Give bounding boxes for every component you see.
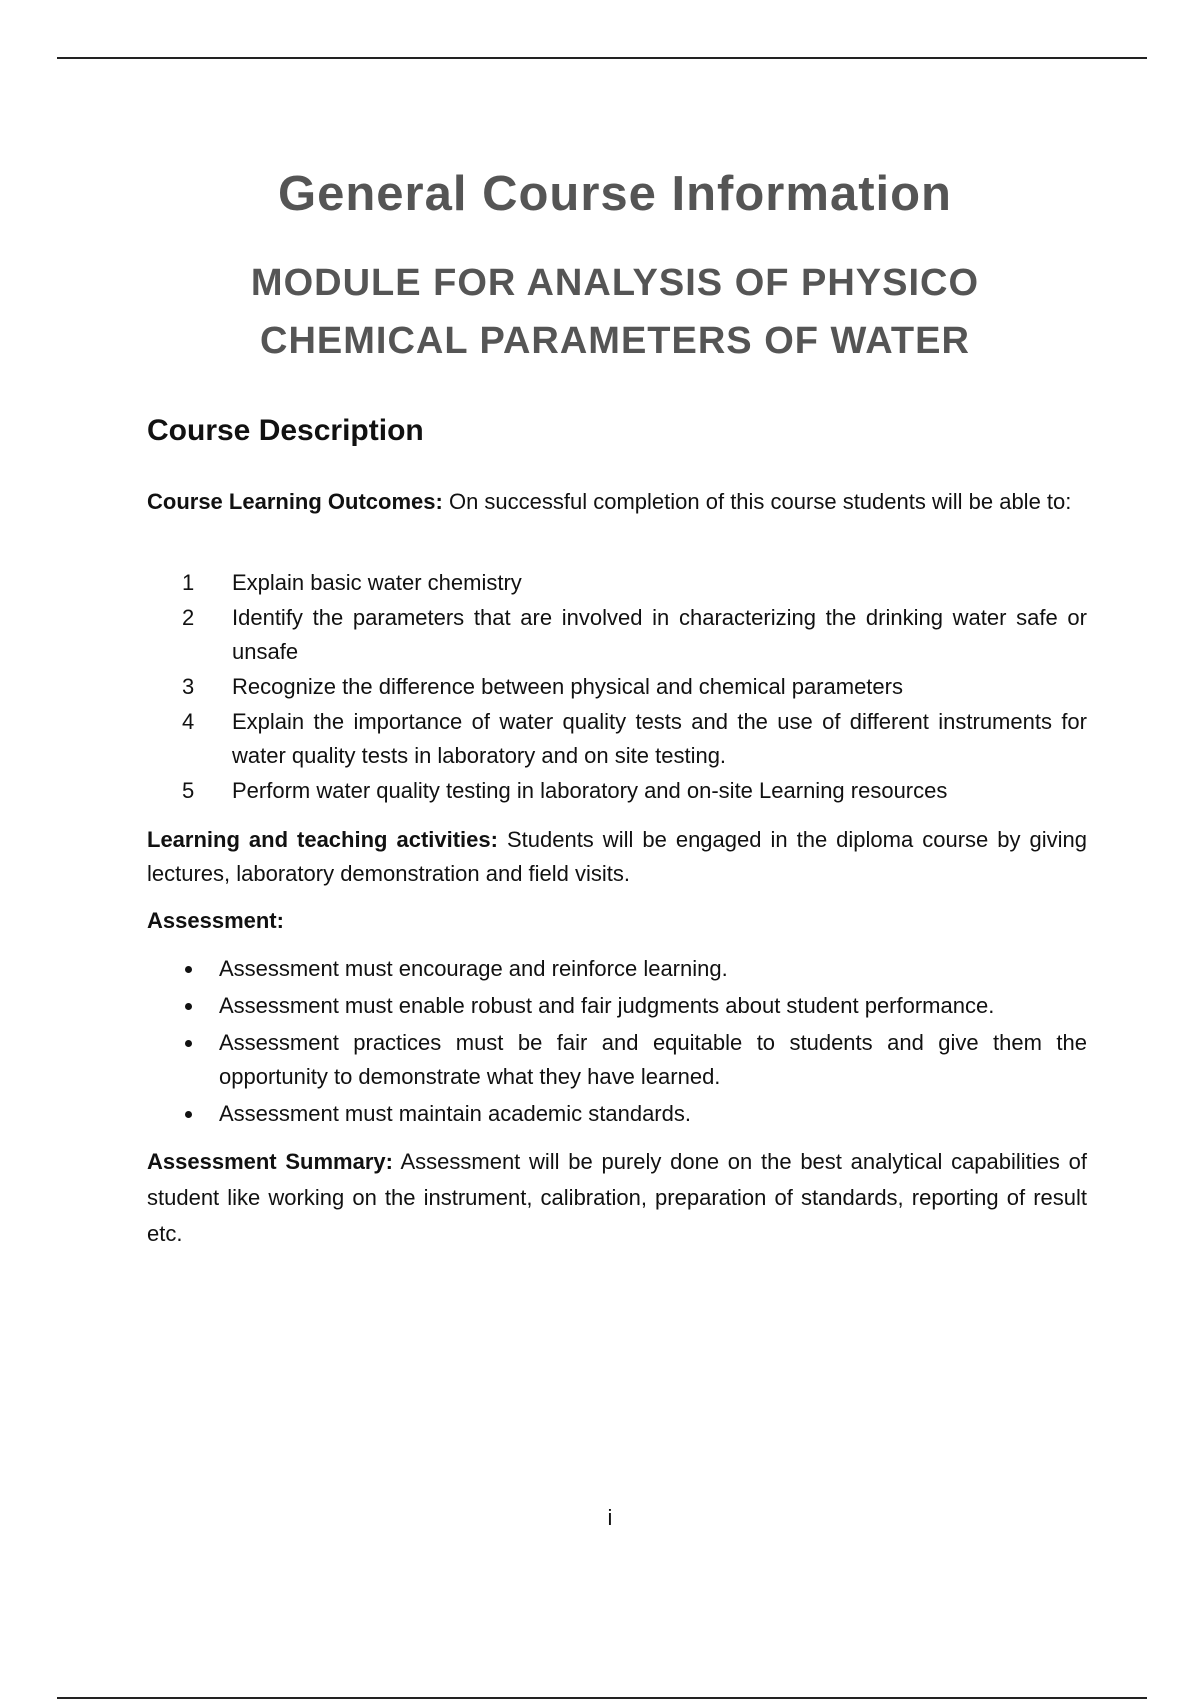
summary-text: Assessment will be purely done on the best analytical capabilities of student like working on the instrument, calibration, preparation of standards, reporting of result etc. [147,1149,1087,1246]
item-text: Assessment practices must be fair and equitable to students and give them the opportunity to demonstrate what they have learned. [219,1030,1087,1089]
list-item [147,989,1087,1023]
list-item [147,705,1087,773]
list-item [147,670,1087,704]
item-number: 3 [182,674,195,699]
item-text: Assessment must enable robust and fair judgments about student performance. [219,993,995,1018]
item-number: 1 [182,570,195,595]
summary-label: Assessment Summary: [147,1149,393,1174]
item-number: 4 [182,709,195,734]
item-text: Assessment must maintain academic standards. [219,1101,691,1126]
outcomes-label: Course Learning Outcomes: [147,489,443,514]
teaching-label: Learning and teaching activities: [147,827,498,852]
list-item [147,566,1087,600]
list-item [147,1026,1087,1094]
module-title-line: CHEMICAL PARAMETERS OF WATER [260,320,970,362]
assessment-label: Assessment: [147,908,284,933]
bullet-icon [185,1111,192,1118]
footer-rule [57,1697,1147,1699]
page-number: i [607,1505,613,1530]
assessment-list [147,952,1087,1134]
teaching-paragraph [147,823,1087,891]
header-rule [57,57,1147,59]
module-title [0,254,1200,370]
item-text: Explain basic water chemistry [232,570,522,595]
section-heading: Course Description [147,414,424,447]
teaching-text: Students will be engaged in the diploma course by giving lectures, laboratory demonstration and field visits. [147,827,1087,886]
outcomes-intro [147,485,1087,519]
summary-paragraph [147,1144,1087,1252]
assessment-heading [147,904,1087,938]
list-item [147,952,1087,986]
module-title-line: MODULE FOR ANALYSIS OF PHYSICO [250,262,980,304]
bullet-icon [185,966,192,973]
outcomes-list [147,566,1087,809]
page-title: General Course Information [277,167,952,221]
bullet-icon [185,1040,192,1047]
item-text: Recognize the difference between physical and chemical parameters [232,674,903,699]
outcomes-text: On successful completion of this course students will be able to: [442,489,1072,514]
item-text: Identify the parameters that are involved in characterizing the drinking water safe or unsafe [232,605,1087,664]
bullet-icon [185,1003,192,1010]
item-text: Perform water quality testing in laboratory and on-site Learning resources [232,778,948,803]
list-item [147,1097,1087,1131]
item-text: Assessment must encourage and reinforce learning. [219,956,728,981]
item-text: Explain the importance of water quality tests and the use of different instruments for water quality tests in laboratory and on site testing. [232,709,1087,768]
item-number: 2 [182,605,195,630]
item-number: 5 [182,778,195,803]
list-item [147,774,1087,808]
list-item [147,601,1087,669]
